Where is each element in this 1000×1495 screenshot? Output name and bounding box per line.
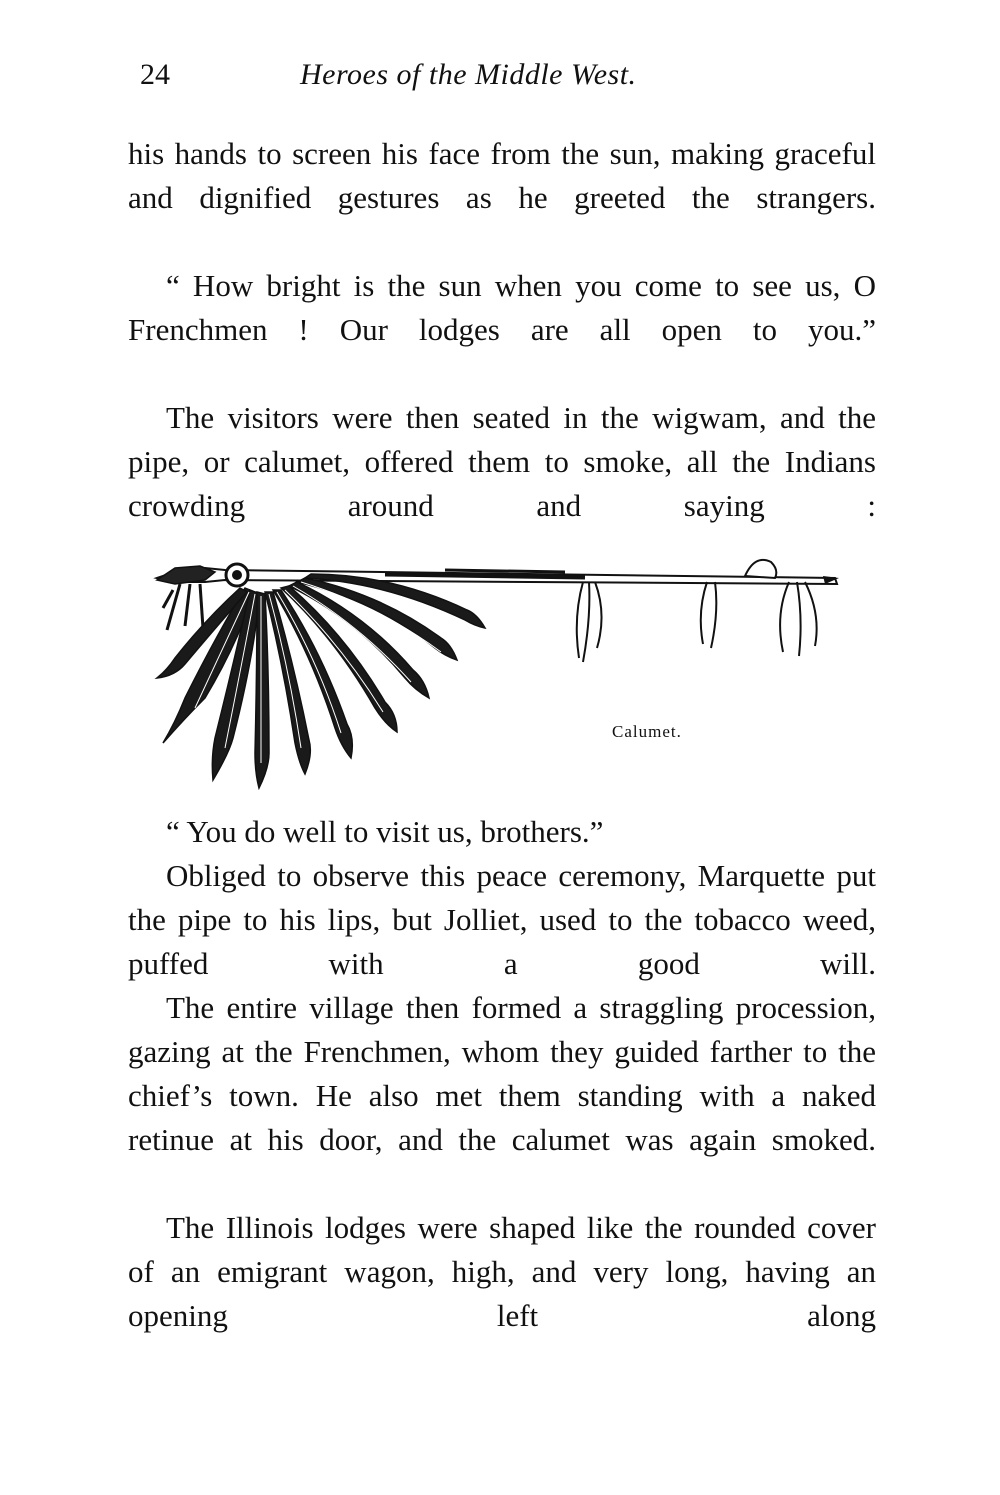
page-number: 24	[140, 58, 170, 91]
paragraph-4: “ You do well to visit us, brothers.”	[166, 814, 604, 849]
right-tassels	[577, 582, 817, 662]
left-tassels	[163, 584, 203, 630]
paragraph-7: The Illinois lodges were shaped like the rounded cover of an emigrant wagon, high, and very long, having an opening left along	[128, 1210, 876, 1333]
feather-fan	[157, 574, 485, 788]
page-header	[140, 58, 880, 98]
end-bird-ornament	[745, 560, 776, 578]
running-title: Heroes of the Middle West.	[300, 58, 637, 91]
paragraph-1: his hands to screen his face from the sun, making graceful and dignified gestures as he greeted the strangers.	[128, 136, 876, 215]
paragraph-6: The entire village then formed a straggling procession, gazing at the Frenchmen, whom they guided farther to the chief’s town. He also met them standing with a naked retinue at his door, and the calumet was again smoked.	[128, 990, 876, 1157]
paragraph-5: Obliged to observe this peace ceremony, Marquette put the pipe to his lips, but Jolliet, used to the tobacco weed, puffed with a good will.	[128, 858, 876, 981]
paragraph-2: “ How bright is the sun when you come to see us, O Frenchmen ! Our lodges are all open to you.”	[128, 268, 876, 347]
figure-caption: Calumet.	[612, 722, 682, 741]
calumet-illustration	[145, 548, 855, 808]
pipe-stem	[157, 568, 837, 584]
paragraph-3: The visitors were then seated in the wigwam, and the pipe, or calumet, offered them to smoke, all the Indians crowding around and saying :	[128, 400, 876, 523]
calumet-figure	[145, 548, 855, 808]
